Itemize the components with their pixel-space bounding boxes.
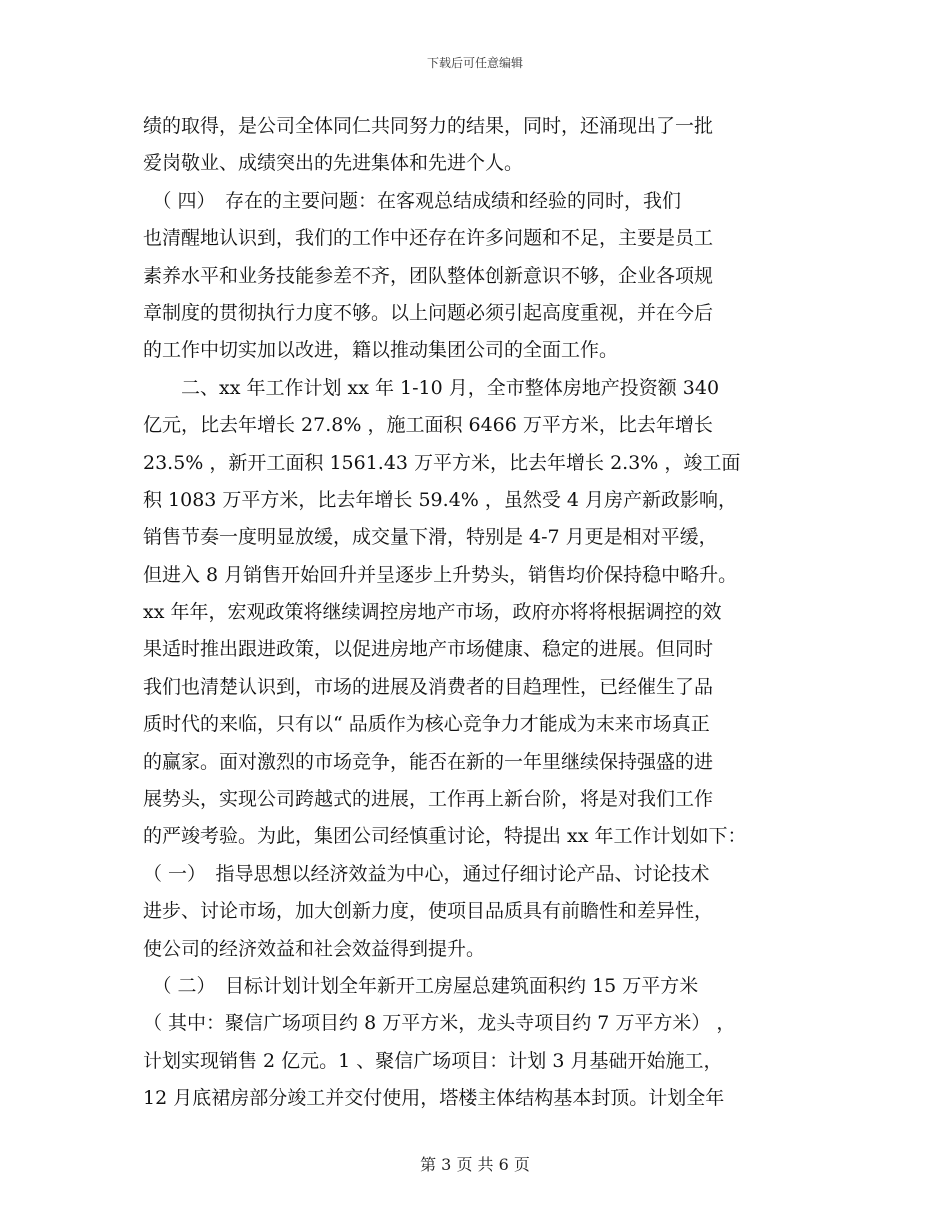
text-line: （ 二） 目标计划计划全年新开工房屋总建筑面积约 15 万平方米 bbox=[143, 974, 699, 997]
text-line: 但进入 8 月销售开始回升并呈逐步上升势头，销售均价保持稳中略升。 bbox=[143, 563, 738, 586]
page-header-note: 下载后可任意编辑 bbox=[426, 56, 523, 70]
text-line: 计划实现销售 2 亿元。1 、聚信广场项目：计划 3 月基础开始施工， bbox=[143, 1049, 723, 1072]
text-line: 的工作中切实加以改进，籍以推动集团公司的全面工作。 bbox=[143, 339, 619, 362]
text-line: 12 月底裙房部分竣工并交付使用，塔楼主体结构基本封顶。计划全年 bbox=[143, 1087, 725, 1110]
text-line: （ 一） 指导思想以经济效益为中心，通过仔细讨论产品、讨论技术 bbox=[143, 862, 710, 885]
page-number: 第 3 页 共 6 页 bbox=[420, 1155, 530, 1174]
text-line: 二、xx 年工作计划 xx 年 1-10 月，全市整体房地产投资额 340 bbox=[143, 376, 720, 399]
text-line: 我们也清楚认识到，市场的进展及消费者的目趋理性，已经催生了品 bbox=[143, 675, 714, 698]
text-line: 章制度的贯彻执行力度不够。以上问题必须引起高度重视，并在今后 bbox=[143, 301, 714, 324]
text-line: 进步、讨论市场，加大创新力度，使项目品质具有前瞻性和差异性， bbox=[143, 900, 714, 923]
text-line: （ 其中：聚信广场项目约 8 万平方米，龙头寺项目约 7 万平方米） ， bbox=[143, 1012, 736, 1035]
text-line: 的严竣考验。为此，集团公司经慎重讨论，特提出 xx 年工作计划如下： bbox=[143, 825, 747, 848]
text-line: 也清醒地认识到，我们的工作中还存在许多问题和不足，主要是员工 bbox=[143, 227, 714, 250]
text-line: 素养水平和业务技能参差不齐，团队整体创新意识不够，企业各项规 bbox=[143, 264, 714, 287]
text-line: 绩的取得，是公司全体同仁共同努力的结果，同时，还涌现出了一批 bbox=[143, 115, 714, 137]
text-line: 亿元，比去年增长 27.8% ，施工面积 6466 万平方米，比去年增长 bbox=[143, 414, 713, 437]
text-line: （ 四） 存在的主要问题：在客观总结成绩和经验的同时，我们 bbox=[143, 189, 682, 212]
document-body bbox=[143, 108, 823, 1118]
text-line: 质时代的来临，只有以“ 品质作为核心竞争力才能成为末来市场真正 bbox=[143, 713, 710, 736]
text-line: 积 1083 万平方米，比去年增长 59.4% ，虽然受 4 月房产新政影响， bbox=[143, 488, 738, 511]
text-line: 使公司的经济效益和社会效益得到提升。 bbox=[143, 937, 486, 960]
text-line: xx 年年，宏观政策将继续调控房地产市场，政府亦将将根据调控的效 bbox=[143, 601, 722, 624]
text-line: 果适时推出跟进政策，以促进房地产市场健康、稳定的进展。但同时 bbox=[143, 638, 714, 661]
text-line: 销售节奏一度明显放缓，成交量下滑，特别是 4-7 月更是相对平缓， bbox=[143, 526, 718, 549]
text-line: 展势头，实现公司跨越式的进展，工作再上新台阶，将是对我们工作 bbox=[143, 788, 714, 811]
text-line: 爱岗敬业、成绩突出的先进集体和先进个人。 bbox=[143, 152, 524, 175]
text-line: 的赢家。面对激烈的市场竞争，能否在新的一年里继续保持强盛的进 bbox=[143, 750, 714, 773]
text-line: 23.5% ，新开工面积 1561.43 万平方米，比去年增长 2.3% ，竣工面 bbox=[143, 451, 741, 474]
